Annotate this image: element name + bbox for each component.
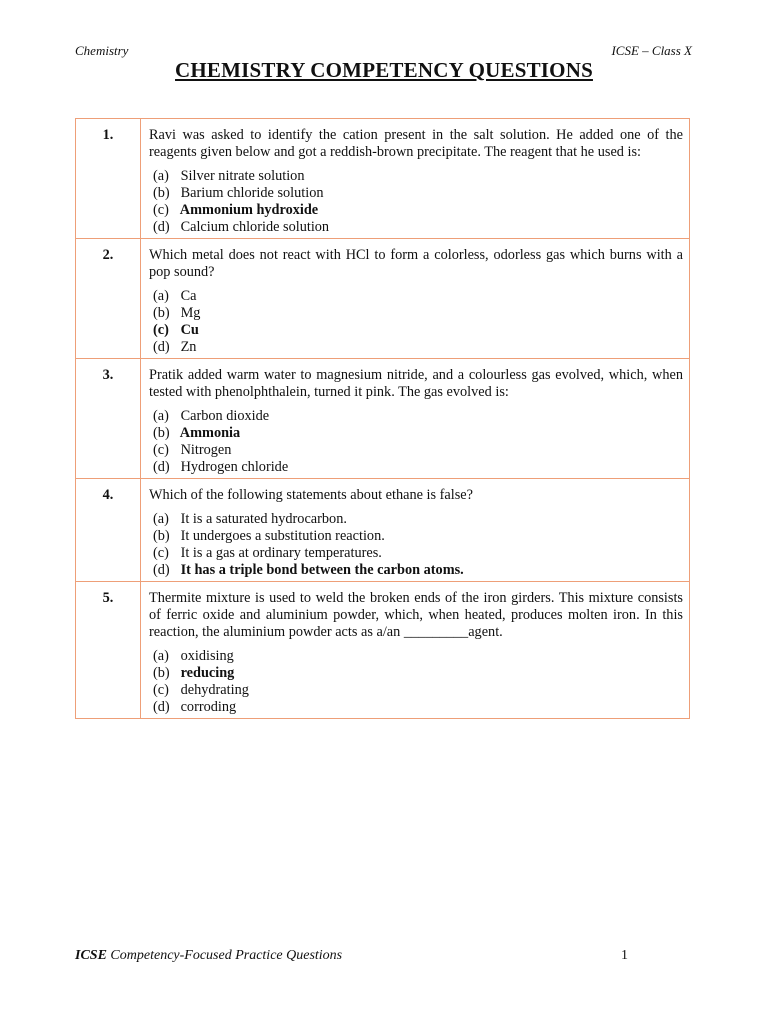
option-label: (b) — [153, 528, 170, 544]
option-label: (a) — [153, 511, 169, 527]
option-c — [149, 545, 683, 562]
option-text: Mg — [180, 305, 201, 321]
option-text: reducing — [180, 665, 235, 681]
question-body — [141, 359, 690, 479]
question-text: Ravi was asked to identify the cation present in the salt solution. He added one of the reagents given below and got a reddish-brown precipitate. The reagent that he used is: — [149, 127, 683, 160]
option-text: It has a triple bond between the carbon atoms. — [180, 562, 464, 578]
question-number: 4. — [76, 479, 141, 582]
option-text: Ammonia — [179, 425, 241, 441]
option-label: (c) — [153, 682, 169, 698]
option-label: (a) — [153, 408, 169, 424]
option-label: (d) — [153, 339, 170, 355]
header-subject: Chemistry — [75, 43, 129, 58]
option-text: Barium chloride solution — [180, 185, 324, 201]
option-d — [149, 339, 683, 356]
question-row-4 — [76, 479, 690, 582]
option-label: (b) — [153, 185, 170, 201]
option-label: (c) — [153, 202, 169, 218]
option-label: (b) — [153, 305, 170, 321]
option-label: (c) — [153, 322, 169, 338]
question-body — [141, 479, 690, 582]
option-label: (a) — [153, 168, 169, 184]
option-a — [149, 168, 683, 185]
option-label: (d) — [153, 459, 170, 475]
option-d-correct — [149, 562, 683, 579]
question-row-2 — [76, 239, 690, 359]
option-c — [149, 682, 683, 699]
option-text: It undergoes a substitution reaction. — [180, 528, 385, 544]
page-title: CHEMISTRY COMPETENCY QUESTIONS — [175, 58, 593, 82]
option-a — [149, 648, 683, 665]
option-a — [149, 288, 683, 305]
question-number: 1. — [76, 119, 141, 239]
option-text: Nitrogen — [180, 442, 232, 458]
option-text: Hydrogen chloride — [180, 459, 289, 475]
footer-brand: ICSE — [75, 948, 107, 963]
option-d — [149, 219, 683, 236]
question-text: Which metal does not react with HCl to form a colorless, odorless gas which burns with a pop sound? — [149, 247, 683, 280]
option-text: oxidising — [180, 648, 234, 664]
header-class-label: ICSE – Class X — [611, 43, 692, 58]
question-row-1 — [76, 119, 690, 239]
option-label: (b) — [153, 665, 170, 681]
option-text: Cu — [180, 322, 199, 338]
option-text: Carbon dioxide — [180, 408, 270, 424]
question-text: Pratik added warm water to magnesium nitride, and a colourless gas evolved, which, when tested with phenolphthalein, turned it pink. The gas evolved is: — [149, 367, 683, 400]
option-label: (d) — [153, 562, 170, 578]
page-number: 1 — [621, 948, 628, 963]
option-b — [149, 185, 683, 202]
option-text: dehydrating — [180, 682, 249, 698]
question-number: 2. — [76, 239, 141, 359]
option-label: (c) — [153, 442, 169, 458]
option-label: (a) — [153, 648, 169, 664]
option-b-correct — [149, 665, 683, 682]
option-text: Ca — [180, 288, 197, 304]
question-number: 5. — [76, 582, 141, 719]
option-b — [149, 305, 683, 322]
option-text: Silver nitrate solution — [180, 168, 305, 184]
option-a — [149, 511, 683, 528]
option-label: (a) — [153, 288, 169, 304]
option-c-correct — [149, 202, 683, 219]
option-d — [149, 699, 683, 716]
question-row-5 — [76, 582, 690, 719]
option-text: Zn — [180, 339, 197, 355]
question-body — [141, 239, 690, 359]
option-text: It is a saturated hydrocarbon. — [180, 511, 347, 527]
question-number: 3. — [76, 359, 141, 479]
question-text: Thermite mixture is used to weld the broken ends of the iron girders. This mixture consists of ferric oxide and aluminium powder, which, when heated, produces molten iron. In this reaction, the aluminium powder acts as a/an _________agent. — [149, 590, 683, 640]
option-c-correct — [149, 322, 683, 339]
option-a — [149, 408, 683, 425]
option-c — [149, 442, 683, 459]
question-body — [141, 582, 690, 719]
option-label: (d) — [153, 699, 170, 715]
option-text: Ammonium hydroxide — [179, 202, 319, 218]
option-label: (c) — [153, 545, 169, 561]
option-text: It is a gas at ordinary temperatures. — [180, 545, 382, 561]
footer-title — [75, 948, 342, 964]
question-text: Which of the following statements about ethane is false? — [149, 487, 473, 503]
question-body — [141, 119, 690, 239]
option-text: corroding — [180, 699, 237, 715]
option-b — [149, 528, 683, 545]
option-label: (d) — [153, 219, 170, 235]
option-d — [149, 459, 683, 476]
questions-table — [75, 118, 690, 719]
footer-tagline: Competency-Focused Practice Questions — [110, 948, 343, 963]
option-b-correct — [149, 425, 683, 442]
option-label: (b) — [153, 425, 170, 441]
question-row-3 — [76, 359, 690, 479]
option-text: Calcium chloride solution — [180, 219, 330, 235]
